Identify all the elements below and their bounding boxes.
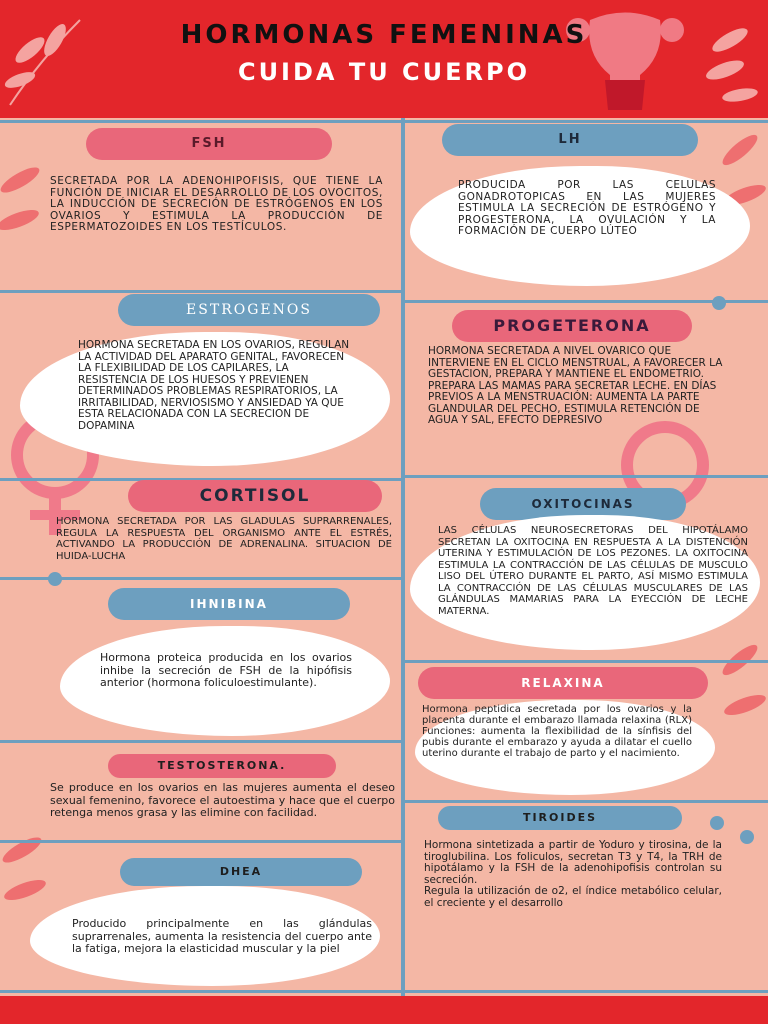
decorative-dot: [48, 572, 62, 586]
column-divider: [401, 118, 405, 996]
header-banner: [0, 0, 768, 118]
section-divider: [405, 660, 768, 663]
estrogenos-label: ESTROGENOS: [118, 294, 380, 326]
section-divider: [0, 840, 401, 843]
progeterona-text: HORMONA SECRETADA A NIVEL OVARICO QUE INTERVIENE EN EL CICLO MENSTRUAL, A FAVORECER LA GESTACION, PREPARA Y MANTIENE EL ENDOMETRIO. PREPARA LAS MAMAS PARA SECRETAR LECHE. EN DÍAS PREVIOS A LA MENSTRUACIÓN: AUMENTA LA PARTE GLANDULAR DEL PECHO, ESTIMULA RETENCIÓN DE AGUA Y SAL, EFECTO DEPRESIVO: [428, 345, 723, 426]
oxitocinas-text: LAS CÉLULAS NEUROSECRETORAS DEL HIPOTÁLAMO SECRETAN LA OXITOCINA EN RESPUESTA A LA DISTENCIÓN UTERINA Y ESTIMULACIÓN DE LOS PEZONES. LA OXITOCINA ESTIMULA LA CONTRACCIÓN DE LAS CÉLULAS DE MUSCULO LISO DEL ÚTERO DURANTE EL PARTO, ASÍ MISMO ESTIMULA LA CONTRACCIÓN DE LAS CÉLULAS MUSCULARES DE LAS GLÁNDULAS MAMARIAS PARA LA EYECCIÓN DE LECHE MATERNA.: [438, 525, 748, 617]
section-divider: [0, 290, 401, 293]
dhea-text: Producido principalmente en las glándulas suprarrenales, aumenta la resistencia del cuerpo ante la fatiga, mejora la elasticidad muscular y la piel: [72, 917, 372, 955]
relaxina-text: Hormona peptidica secretada por los ovarios y la placenta durante el embarazo llamada relaxina (RLX) Funciones: aumenta la flexibilidad de la sínfisis del pubis durante el embarazo y ayuda a dilatar el cuello uterino durante el trabajo de parto y el nacimiento.: [422, 704, 692, 759]
dhea-label: DHEA: [120, 858, 362, 886]
fsh-label: FSH: [86, 128, 332, 160]
ihnibina-text: Hormona proteica producida en los ovarios inhibe la secreción de FSH de la hipófisis anterior (hormona foliculoestimulante).: [100, 651, 352, 689]
fsh-text: SECRETADA POR LA ADENOHIPOFISIS, QUE TIENE LA FUNCIÓN DE INICIAR EL DESARROLLO DE LOS OVOCITOS, LA INDUCCIÓN DE SECRECIÓN DE ESTRÓGENOS EN LOS OVARIOS Y ESTIMULA LA PRODUCCIÓN DE ESPERMATOZOIDES EN LOS TESTÍCULOS.: [50, 175, 383, 233]
cortisol-text: HORMONA SECRETADA POR LAS GLADULAS SUPRARRENALES, REGULA LA RESPUESTA DEL ORGANISMO ANTE EL ESTRÉS, ACTIVANDO LA PRODUCCIÓN DE ADRENALINA. SITUACION DE HUIDA-LUCHA: [56, 516, 392, 562]
lh-text: PRODUCIDA POR LAS CELULAS GONADROTOPICAS EN LAS MUJERES ESTIMULA LA SECRECIÓN DE ESTRÓGENO Y PROGESTERONA, LA OVULACIÓN Y LA FORMACIÓN DE CUERPO LÚTEO: [458, 179, 716, 237]
section-divider: [0, 990, 768, 993]
leaf-decoration-icon: [0, 150, 50, 260]
decorative-dot: [740, 830, 754, 844]
tiroides-text: Hormona sintetizada a partir de Yoduro y tirosina, de la tiroglubilina. Los foliculos, secretan T3 y T4, la TRH de hipotálamo y la FSH de la adenohipofisis controlan su secreción. Regula la utilización de o2, el índice metabólico celular, el creciente y el desarrollo: [424, 839, 722, 909]
leaf-decoration-icon: [700, 630, 768, 740]
section-divider: [0, 120, 768, 123]
page-title: HORMONAS FEMENINAS: [180, 20, 588, 50]
ihnibina-label: IHNIBINA: [108, 588, 350, 620]
tiroides-label: TIROIDES: [438, 806, 682, 830]
relaxina-label: RELAXINA: [418, 667, 708, 699]
testosterona-text: Se produce en los ovarios en las mujeres aumenta el deseo sexual femenino, favorece el autoestima y hace que el cuerpo retenga menos grasa y las elimine con facilidad.: [50, 781, 395, 819]
section-divider: [405, 475, 768, 478]
estrogenos-text: HORMONA SECRETADA EN LOS OVARIOS, REGULAN LA ACTIVIDAD DEL APARATO GENITAL, FAVORECEN LA FLEXIBILIDAD DE LOS CAPILARES, LA RESISTENCIA DE LOS HUESOS Y PREVIENEN DETERMINADOS PROBLEMAS RESPIRATORIOS, LA IRRITABILIDAD, NERVIOSISMO Y ANSIEDAD YA QUE ESTA RELACIONADA CON LA SECRECION DE DOPAMINA: [78, 339, 350, 432]
oxitocinas-label: OXITOCINAS: [480, 488, 686, 520]
testosterona-label: TESTOSTERONA.: [108, 754, 336, 778]
section-divider: [0, 740, 401, 743]
section-divider: [405, 800, 768, 803]
progeterona-label: PROGETERONA: [452, 310, 692, 342]
decorative-dot: [712, 296, 726, 310]
decorative-dot: [710, 816, 724, 830]
cortisol-label: CORTISOL: [128, 480, 382, 512]
footer-bar: [0, 996, 768, 1024]
page-subtitle: CUIDA TU CUERPO: [237, 58, 531, 86]
lh-label: LH: [442, 124, 698, 156]
